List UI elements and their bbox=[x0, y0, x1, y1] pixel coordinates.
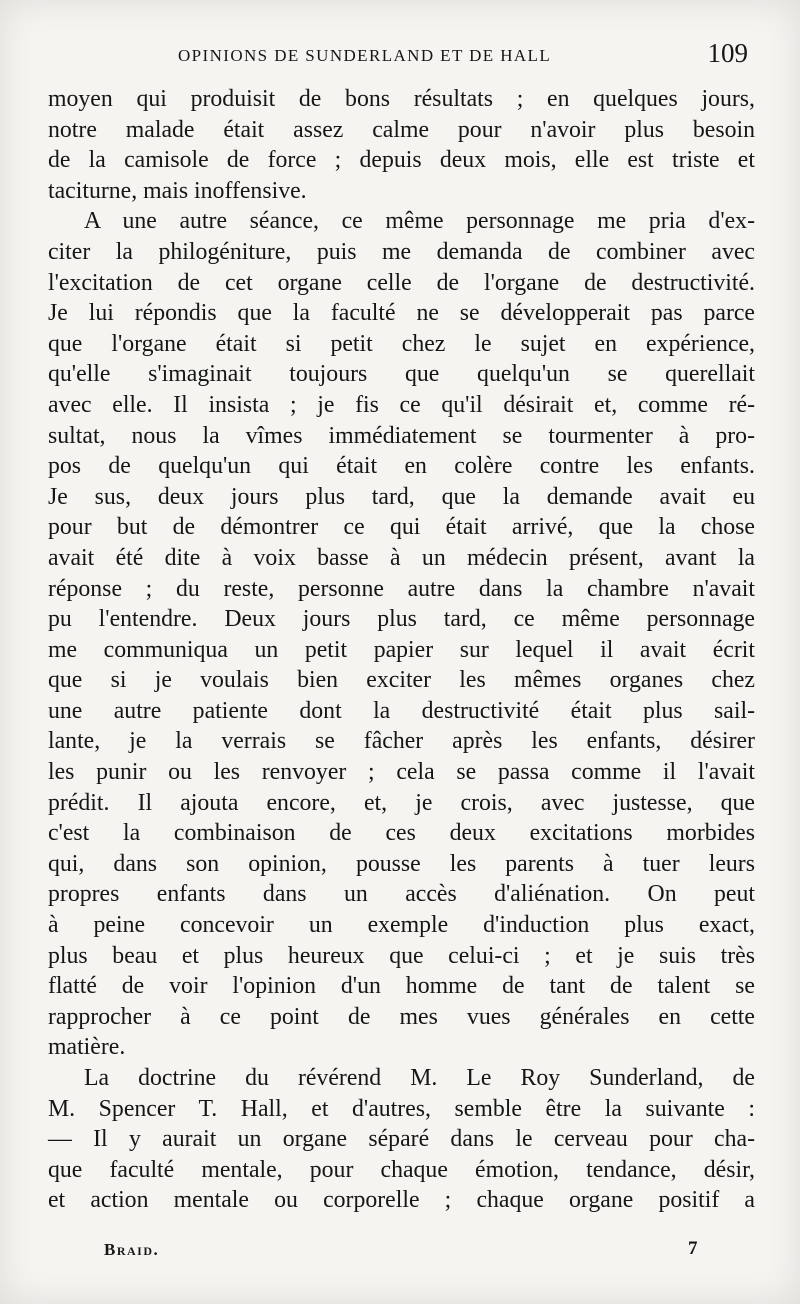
text-line: que si je voulais bien exciter les mêmes organes chez bbox=[48, 667, 755, 694]
text-line: avec elle. Il insista ; je fis ce qu'il désirait et, comme ré- bbox=[48, 391, 755, 418]
text-line: et action mentale ou corporelle ; chaque organe positif a bbox=[48, 1187, 755, 1214]
text-line: Je lui répondis que la faculté ne se développerait pas parce bbox=[48, 300, 755, 327]
page-number: 109 bbox=[707, 38, 748, 68]
text-line: notre malade était assez calme pour n'avoir plus besoin bbox=[48, 116, 755, 143]
text-line: La doctrine du révérend M. Le Roy Sunderland, de bbox=[84, 1065, 755, 1091]
text-line: me communiqua un petit papier sur lequel il avait écrit bbox=[48, 636, 755, 663]
sheet-number: 7 bbox=[688, 1238, 698, 1259]
text-line: à peine concevoir un exemple d'induction plus exact, bbox=[48, 912, 755, 939]
text-line: moyen qui produisit de bons résultats ; en quelques jours, bbox=[48, 86, 755, 112]
text-line: une autre patiente dont la destructivité était plus sail- bbox=[48, 697, 755, 724]
text-line: que faculté mentale, pour chaque émotion, tendance, désir, bbox=[48, 1156, 755, 1183]
text-line: qu'elle s'imaginait toujours que quelqu'un se querellait bbox=[48, 361, 755, 388]
page-footer bbox=[48, 1238, 760, 1268]
text-line: — Il y aurait un organe séparé dans le cerveau pour cha- bbox=[48, 1126, 755, 1153]
text-line: l'excitation de cet organe celle de l'organe de destructivité. bbox=[48, 269, 755, 296]
text-line: pu l'entendre. Deux jours plus tard, ce même personnage bbox=[48, 606, 755, 633]
text-line: réponse ; du reste, personne autre dans la chambre n'avait bbox=[48, 575, 755, 602]
text-line: prédit. Il ajouta encore, et, je crois, avec justesse, que bbox=[48, 789, 755, 816]
text-line: M. Spencer T. Hall, et d'autres, semble être la suivante : bbox=[48, 1095, 755, 1122]
text-line: matière. bbox=[48, 1034, 126, 1061]
text-line: rapprocher à ce point de mes vues générales en cette bbox=[48, 1003, 755, 1030]
text-line: A une autre séance, ce même personnage me pria d'ex- bbox=[84, 208, 755, 235]
text-line: citer la philogéniture, puis me demanda de combiner avec bbox=[48, 238, 755, 265]
running-head: OPINIONS DE SUNDERLAND ET DE HALL bbox=[178, 46, 552, 65]
text-line: de la camisole de force ; depuis deux mois, elle est triste et bbox=[48, 147, 755, 174]
text-line: lante, je la verrais se fâcher après les enfants, désirer bbox=[48, 728, 755, 755]
text-line: qui, dans son opinion, pousse les parents à tuer leurs bbox=[48, 850, 755, 877]
text-line: avait été dite à voix basse à un médecin présent, avant la bbox=[48, 544, 755, 571]
printer-signature: Braid. bbox=[104, 1240, 160, 1259]
text-line: pour but de démontrer ce qui était arrivé, que la chose bbox=[48, 514, 755, 541]
text-line: pos de quelqu'un qui était en colère contre les enfants. bbox=[48, 453, 755, 480]
text-line: c'est la combinaison de ces deux excitations morbides bbox=[48, 820, 755, 847]
text-line: propres enfants dans un accès d'aliénation. On peut bbox=[48, 881, 755, 908]
text-line: Je sus, deux jours plus tard, que la demande avait eu bbox=[48, 483, 755, 510]
text-line: que l'organe était si petit chez le sujet en expérience, bbox=[48, 330, 755, 357]
text-line: les punir ou les renvoyer ; cela se passa comme il l'avait bbox=[48, 759, 755, 786]
body-text bbox=[48, 84, 755, 1216]
text-line: flatté de voir l'opinion d'un homme de tant de talent se bbox=[48, 973, 755, 1000]
text-line: plus beau et plus heureux que celui-ci ; et je suis très bbox=[48, 942, 755, 969]
page-header bbox=[48, 38, 760, 74]
text-line: taciturne, mais inoffensive. bbox=[48, 177, 307, 204]
text-line: sultat, nous la vîmes immédiatement se tourmenter à pro- bbox=[48, 422, 755, 449]
